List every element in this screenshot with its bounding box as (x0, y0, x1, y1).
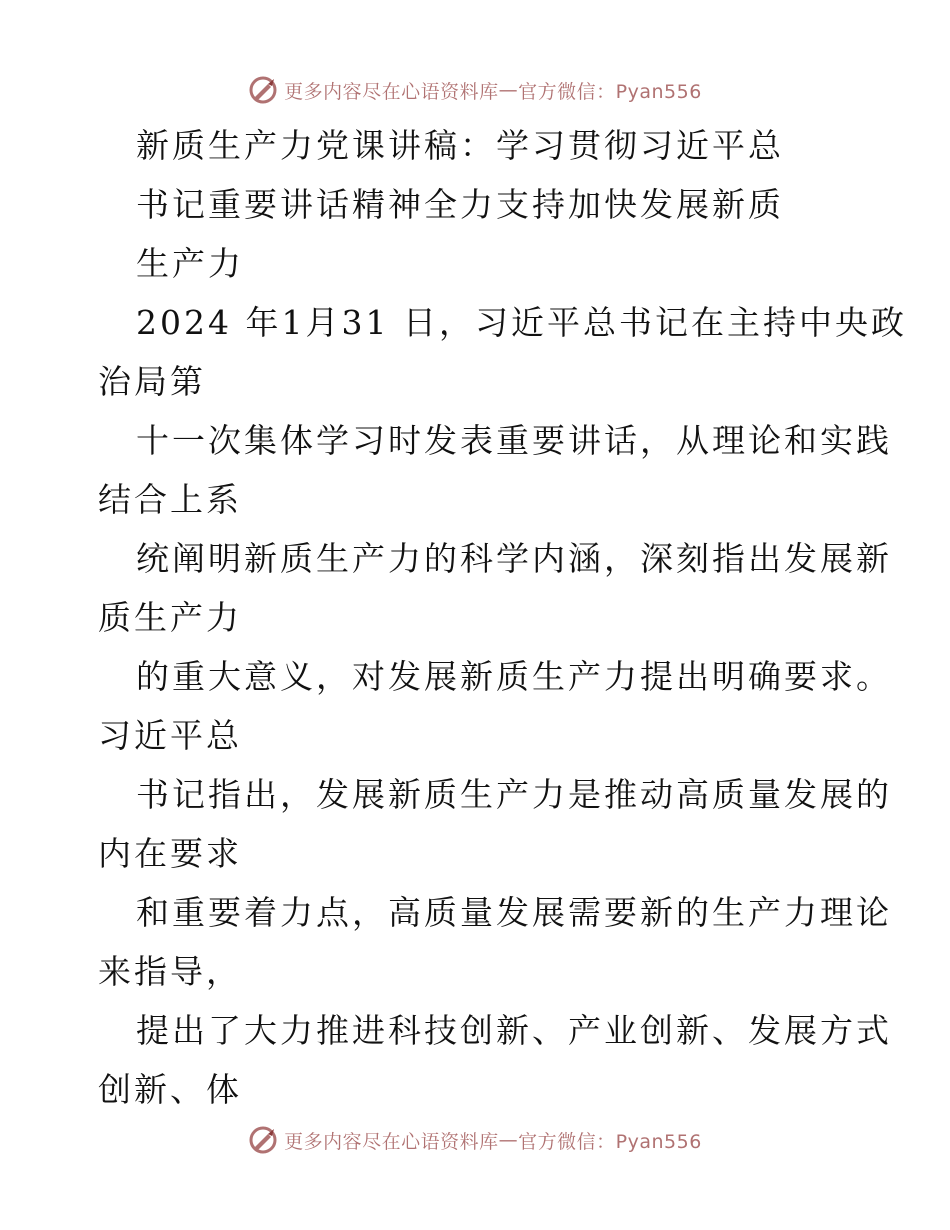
watermark-text: 更多内容尽在心语资料库 (284, 1130, 499, 1153)
paragraph-line: 质生产力 (98, 598, 242, 637)
paragraph-line: 2024 年1月31 日，习近平总书记在主持中央政 (136, 303, 907, 342)
watermark-contact: 官方微信：Pyan556 (518, 1130, 702, 1153)
watermark-separator: — (498, 1129, 519, 1151)
paragraph-line: 习近平总 (98, 716, 242, 755)
quill-logo-icon (248, 1125, 278, 1155)
title-line-2: 书记重要讲话精神全力支持加快发展新质 (136, 185, 784, 224)
paragraph-line: 来指导， (98, 952, 242, 991)
paragraph-line: 书记指出，发展新质生产力是推动高质量发展的 (136, 775, 892, 814)
document-body (98, 116, 907, 1119)
header-watermark (0, 72, 950, 108)
title-line-1: 新质生产力党课讲稿：学习贯彻习近平总 (136, 126, 784, 165)
paragraph-line: 统阐明新质生产力的科学内涵，深刻指出发展新 (136, 539, 892, 578)
paragraph-line: 内在要求 (98, 834, 242, 873)
paragraph-line: 创新、体 (98, 1070, 242, 1109)
paragraph-line: 十一次集体学习时发表重要讲话，从理论和实践 (136, 421, 892, 460)
paragraph-line: 的重大意义，对发展新质生产力提出明确要求。 (136, 657, 892, 696)
watermark-text: 更多内容尽在心语资料库 (284, 80, 499, 103)
paragraph-line: 结合上系 (98, 480, 242, 519)
quill-logo-icon (248, 75, 278, 105)
watermark-separator: — (498, 79, 519, 101)
paragraph-line: 提出了大力推进科技创新、产业创新、发展方式 (136, 1011, 892, 1050)
paragraph-line: 和重要着力点，高质量发展需要新的生产力理论 (136, 893, 892, 932)
title-line-3: 生产力 (136, 244, 244, 283)
paragraph-line: 治局第 (98, 362, 206, 401)
watermark-contact: 官方微信：Pyan556 (518, 80, 702, 103)
footer-watermark (0, 1122, 950, 1158)
